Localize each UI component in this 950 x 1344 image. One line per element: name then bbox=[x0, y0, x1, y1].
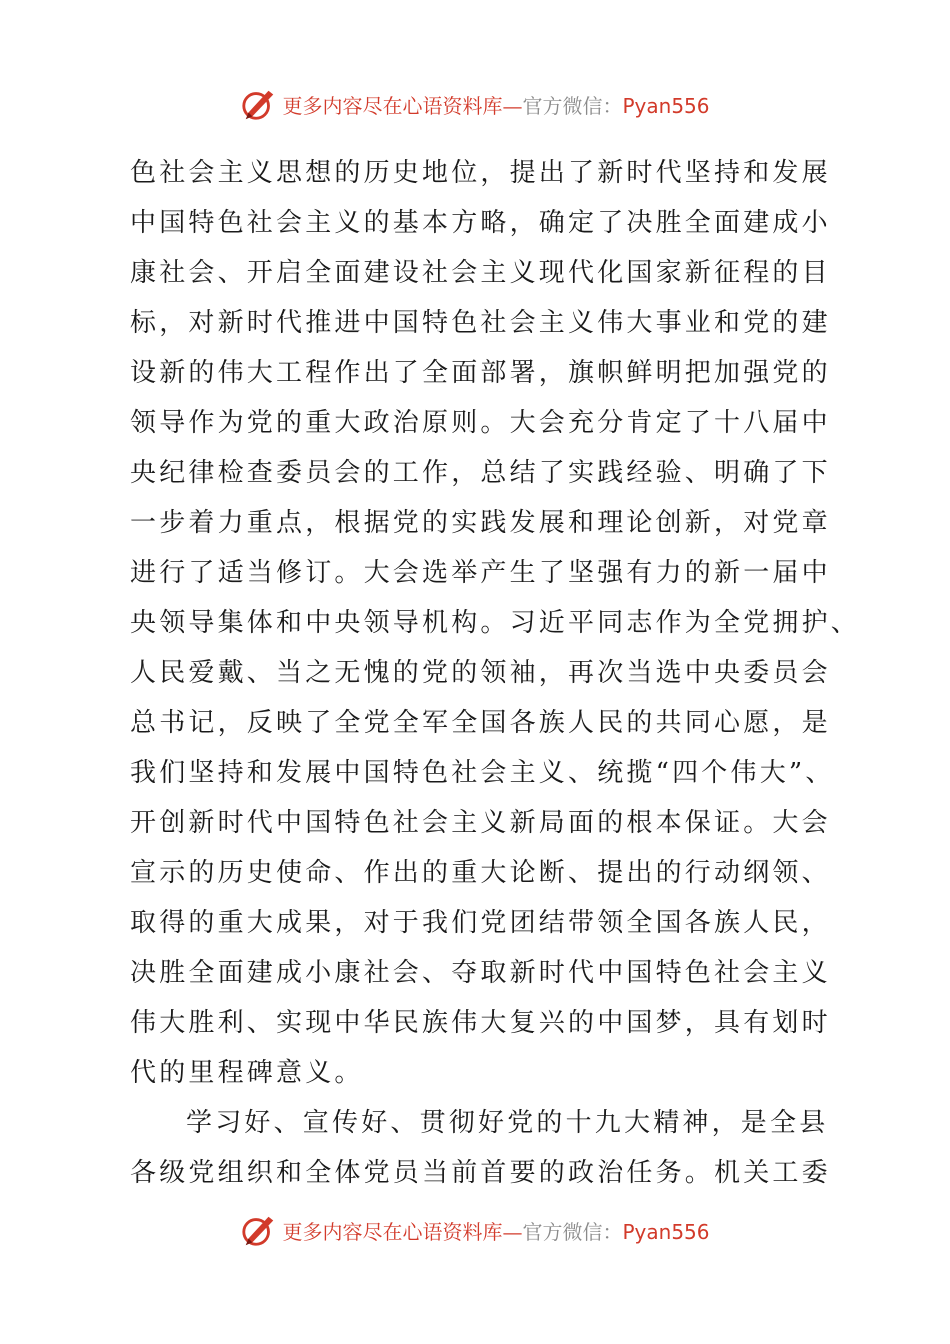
paragraph-start-line: 学习好、宣传好、贯彻好党的十九大精神，是全县 bbox=[186, 1108, 829, 1138]
text-line: 宣示的历史使命、作出的重大论断、提出的行动纲领、 bbox=[130, 858, 831, 888]
watermark-sub: 官方微信： bbox=[522, 93, 623, 118]
footer-watermark bbox=[0, 1210, 950, 1250]
text-line: 取得的重大成果，对于我们党团结带领全国各族人民， bbox=[130, 908, 831, 938]
text-line: 央领导集体和中央领导机构。习近平同志作为全党拥护、 bbox=[130, 608, 861, 638]
text-line: 康社会、开启全面建设社会主义现代化国家新征程的目 bbox=[130, 258, 831, 288]
text-line: 开创新时代中国特色社会主义新局面的根本保证。大会 bbox=[130, 808, 831, 838]
pen-logo-icon bbox=[240, 1211, 278, 1249]
text-line: 各级党组织和全体党员当前首要的政治任务。机关工委 bbox=[130, 1158, 831, 1188]
document-body bbox=[130, 148, 861, 1198]
text-line: 一步着力重点，根据党的实践发展和理论创新，对党章 bbox=[130, 508, 831, 538]
watermark-text bbox=[282, 1216, 709, 1245]
text-line: 色社会主义思想的历史地位，提出了新时代坚持和发展 bbox=[130, 158, 831, 188]
text-line: 进行了适当修订。大会选举产生了坚强有力的新一届中 bbox=[130, 558, 831, 588]
watermark-id: Pyan556 bbox=[622, 1219, 710, 1244]
text-line: 代的里程碑意义。 bbox=[130, 1058, 364, 1088]
text-line: 领导作为党的重大政治原则。大会充分肯定了十八届中 bbox=[130, 408, 831, 438]
text-line: 人民爱戴、当之无愧的党的领袖，再次当选中央委员会 bbox=[130, 658, 831, 688]
text-line: 伟大胜利、实现中华民族伟大复兴的中国梦，具有划时 bbox=[130, 1008, 831, 1038]
watermark-main: 更多内容尽在心语资料库— bbox=[282, 1219, 523, 1244]
watermark-main: 更多内容尽在心语资料库— bbox=[282, 93, 523, 118]
header-watermark bbox=[0, 84, 950, 124]
text-line: 决胜全面建成小康社会、夺取新时代中国特色社会主义 bbox=[130, 958, 831, 988]
text-line: 总书记，反映了全党全军全国各族人民的共同心愿，是 bbox=[130, 708, 831, 738]
text-line: 中国特色社会主义的基本方略，确定了决胜全面建成小 bbox=[130, 208, 831, 238]
pen-logo-icon bbox=[240, 85, 278, 123]
text-line: 标，对新时代推进中国特色社会主义伟大事业和党的建 bbox=[130, 308, 831, 338]
watermark-id: Pyan556 bbox=[622, 93, 710, 118]
text-line: 设新的伟大工程作出了全面部署，旗帜鲜明把加强党的 bbox=[130, 358, 831, 388]
watermark-sub: 官方微信： bbox=[522, 1219, 623, 1244]
watermark-text bbox=[282, 90, 709, 119]
text-line: 我们坚持和发展中国特色社会主义、统揽“四个伟大”、 bbox=[130, 758, 835, 788]
text-line: 央纪律检查委员会的工作，总结了实践经验、明确了下 bbox=[130, 458, 831, 488]
